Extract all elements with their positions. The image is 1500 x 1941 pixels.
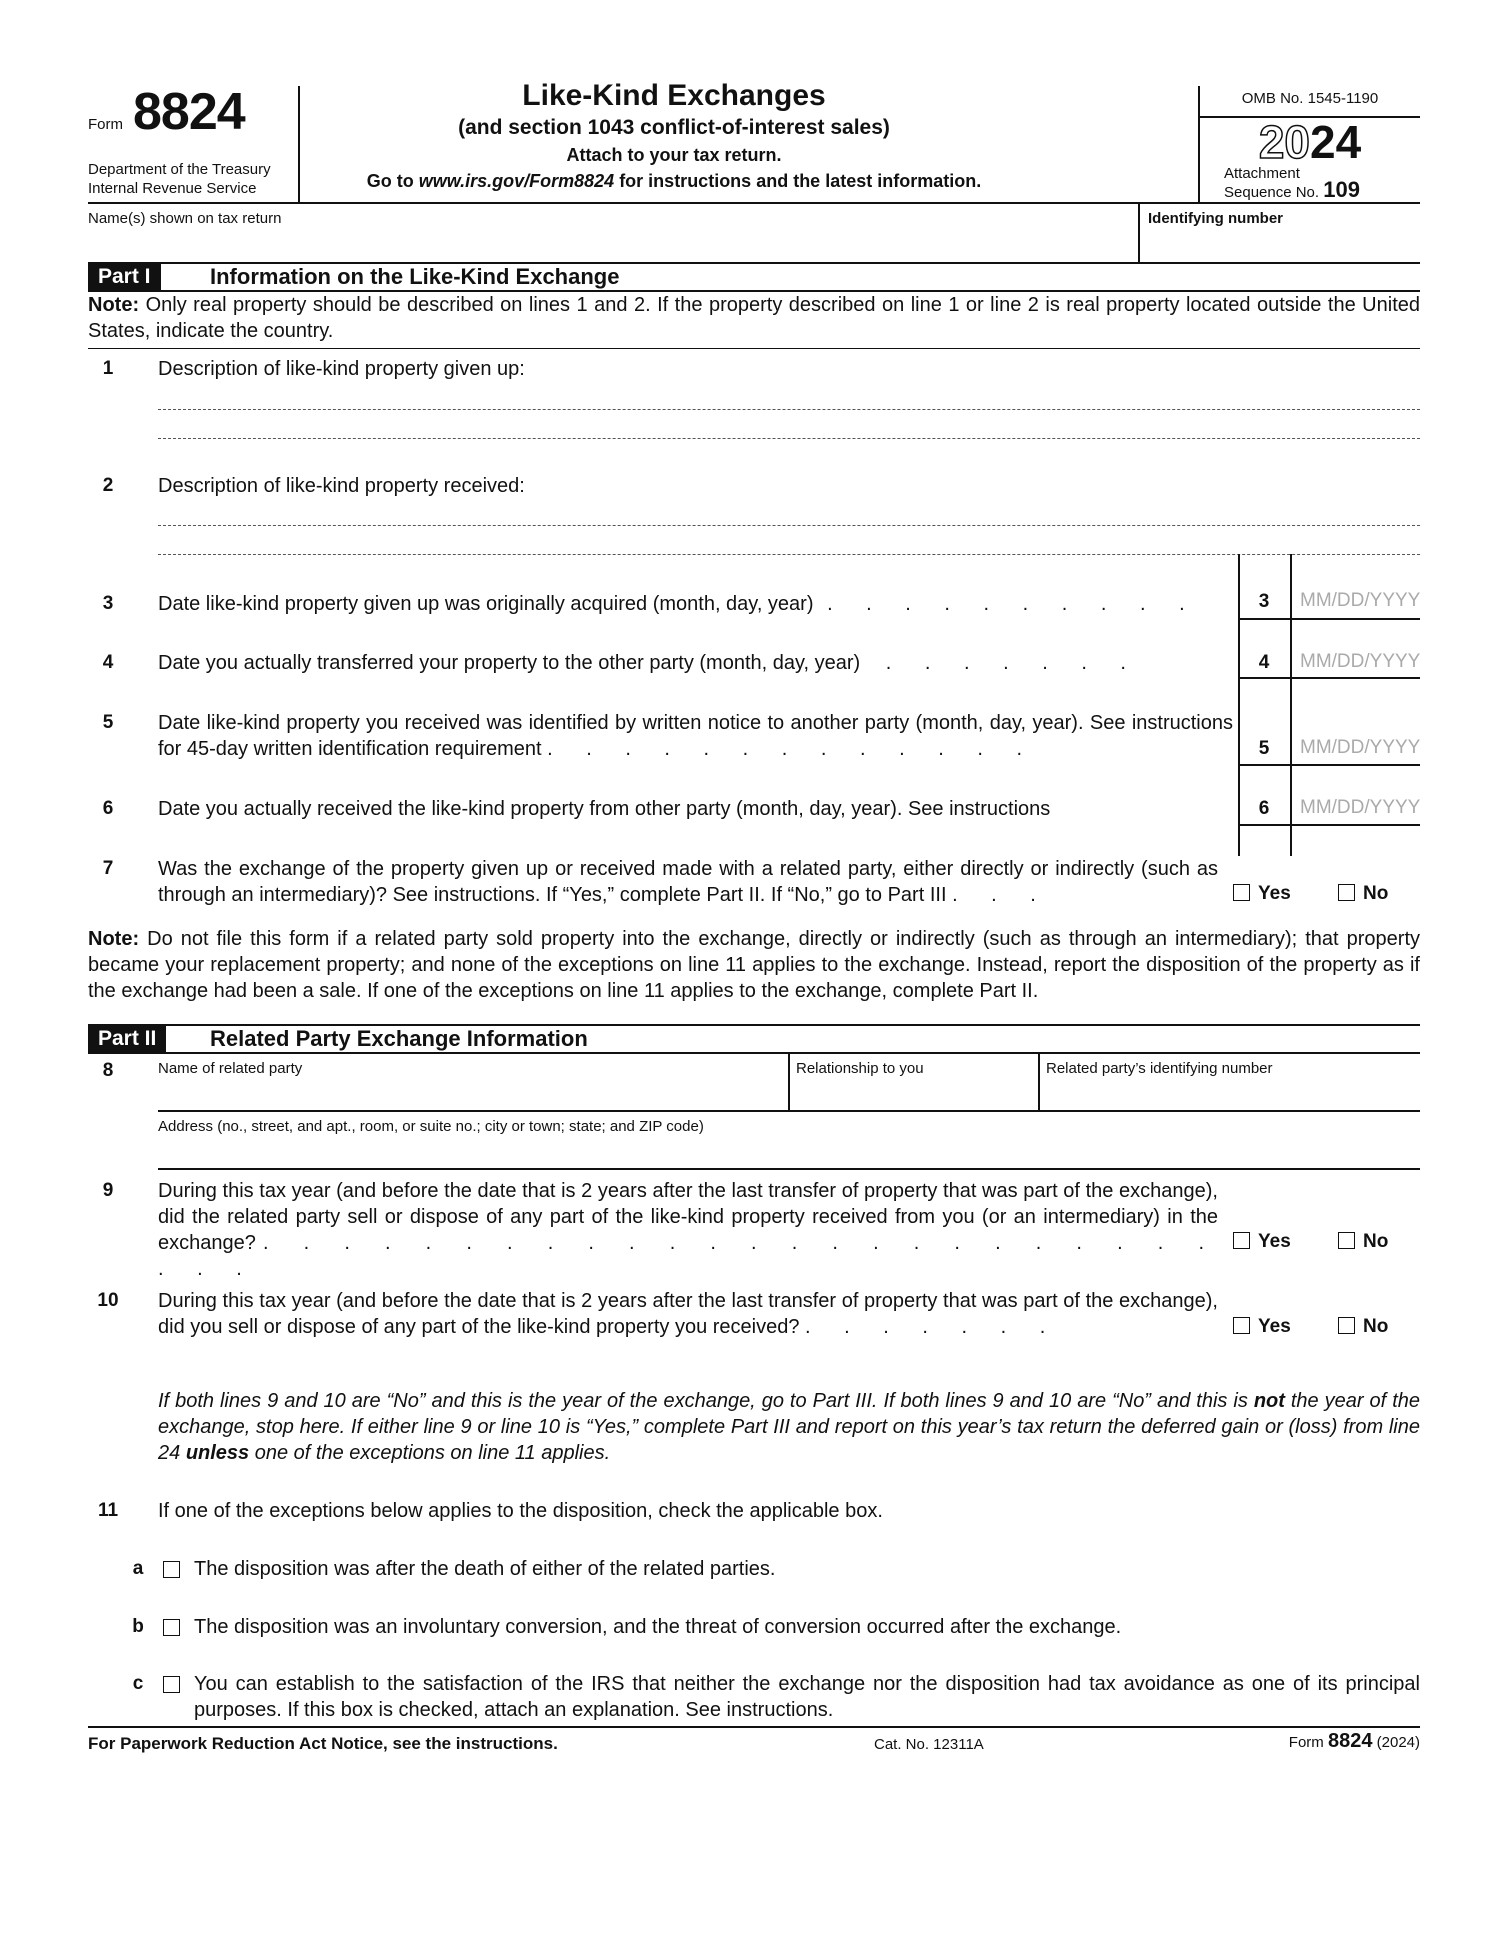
- line6-box-rule: [1238, 824, 1420, 826]
- line11c-text: You can establish to the satisfaction of the IRS that neither the exchange nor the disposition had tax avoidance as one of its principal purposes. If this box is checked, attach an explanation. See instructions.: [194, 1673, 1420, 1721]
- line4-text: [158, 650, 1233, 676]
- line6-number: 6: [102, 798, 114, 819]
- attach-instruction: Attach to your tax return.: [566, 145, 782, 165]
- line5-text: [158, 710, 1233, 762]
- related-id-label: Related party’s identifying number: [1046, 1060, 1273, 1077]
- id-divider: [1138, 204, 1140, 262]
- lines-9-10-instructions: [158, 1388, 1420, 1466]
- form-subtitle: (and section 1043 conflict-of-interest sales): [458, 116, 890, 139]
- name-label: Name(s) shown on tax return: [88, 210, 282, 227]
- goto-suffix: for instructions and the latest information.: [614, 171, 982, 191]
- omb-block: [1200, 78, 1420, 202]
- line3-text: [158, 591, 1233, 617]
- footer-form-year: (2024): [1376, 1734, 1420, 1751]
- line6-box-number: 6: [1258, 798, 1270, 819]
- instr-unless: unless: [185, 1442, 250, 1464]
- address-field[interactable]: [158, 1140, 1420, 1168]
- goto-instruction: [300, 168, 1048, 194]
- line10-label: During this tax year (and before the date that is 2 years after the last transfer of property that was part of the exchange), did you sell or dispose of any part of the like-kind property you received?: [158, 1290, 1218, 1338]
- part1-note: [88, 292, 1420, 344]
- line6-date-box: [1238, 765, 1420, 855]
- line1-entry-line-2[interactable]: [158, 438, 1420, 439]
- instr-part-3: one of the exceptions on line 11 applies.: [249, 1442, 611, 1464]
- catalog-number: Cat. No. 12311A: [874, 1736, 984, 1753]
- part1-note-label: Note:: [88, 294, 140, 316]
- line9-number: 9: [102, 1180, 114, 1201]
- line5-leader-dots: . . . . . . . . . . . . .: [547, 738, 1037, 760]
- id-label: Identifying number: [1148, 210, 1283, 227]
- line10-number: 10: [97, 1290, 119, 1311]
- relationship-field[interactable]: [796, 1082, 1035, 1110]
- paperwork-notice: For Paperwork Reduction Act Notice, see the instructions.: [88, 1734, 558, 1753]
- part2-header-rule: [88, 1052, 1420, 1054]
- form-id-block: [88, 78, 298, 202]
- related-id-field[interactable]: [1046, 1082, 1420, 1110]
- line7-text: [158, 856, 1218, 908]
- line11b-text: The disposition was an involuntary conversion, and the threat of conversion occurred after the exchange.: [194, 1616, 1122, 1638]
- line11b-checkbox[interactable]: [163, 1619, 180, 1636]
- line11a-checkbox[interactable]: [163, 1561, 180, 1578]
- irs-url-link[interactable]: www.irs.gov/Form8824: [418, 171, 615, 191]
- line9-no-option[interactable]: [1338, 1231, 1388, 1253]
- line3-leader-dots: . . . . . . . . . .: [827, 593, 1199, 615]
- omb-number: OMB No. 1545-1190: [1241, 90, 1379, 107]
- service-line: Internal Revenue Service: [88, 180, 257, 197]
- part2-tag: Part II: [88, 1026, 166, 1052]
- line5-box-number: 5: [1258, 738, 1270, 759]
- related-name-label: Name of related party: [158, 1060, 303, 1077]
- line4-date-input[interactable]: [1300, 651, 1420, 673]
- instr-not: not: [1253, 1390, 1285, 1412]
- identifying-number-field[interactable]: [1148, 232, 1420, 260]
- line10-no-checkbox[interactable]: [1338, 1317, 1355, 1334]
- line7-number: 7: [102, 858, 114, 879]
- line4-number: 4: [102, 652, 114, 673]
- line6-date-input[interactable]: [1300, 797, 1420, 819]
- footer-rule: [88, 1726, 1420, 1728]
- line3-date-box: [1238, 554, 1420, 618]
- sequence-label: Sequence No.: [1224, 184, 1320, 201]
- attachment-label: Attachment: [1224, 165, 1300, 182]
- line7-no-label: No: [1363, 883, 1389, 904]
- line5-label: Date like-kind property you received was identified by written notice to another party (month, day, year). See instructions for 45-day written identification requirement: [158, 712, 1233, 760]
- title-block: [300, 78, 1048, 194]
- line2-entry-line-2[interactable]: [158, 554, 1420, 555]
- line2-text: Description of like-kind property received:: [158, 475, 525, 497]
- line4-date-box: [1238, 619, 1420, 677]
- sequence-number: 109: [1323, 177, 1360, 202]
- line11a-letter: a: [132, 1558, 144, 1579]
- line7-yes-label: Yes: [1258, 883, 1291, 904]
- line10-no-option[interactable]: [1338, 1316, 1388, 1338]
- name-field[interactable]: [88, 232, 1132, 260]
- line9-no-checkbox[interactable]: [1338, 1232, 1355, 1249]
- line1-entry-line-1[interactable]: [158, 409, 1420, 410]
- line11-text: If one of the exceptions below applies to the disposition, check the applicable box.: [158, 1500, 883, 1522]
- related-name-field[interactable]: [158, 1082, 782, 1110]
- line7-no-checkbox[interactable]: [1338, 884, 1355, 901]
- line9-text: [158, 1178, 1218, 1282]
- line5-date-box: [1238, 678, 1420, 765]
- line10-yes-checkbox[interactable]: [1233, 1317, 1250, 1334]
- line3-label: Date like-kind property given up was originally acquired (month, day, year): [158, 593, 814, 615]
- header-bottom-rule: [88, 202, 1420, 204]
- line10-leader-dots: . . . . . . .: [805, 1316, 1060, 1338]
- form-title: Like-Kind Exchanges: [522, 79, 826, 112]
- line11c-letter: c: [132, 1673, 144, 1694]
- line9-leader-dots: . . . . . . . . . . . . . . . . . . . . . . . . . . .: [158, 1232, 1218, 1280]
- line10-no-label: No: [1363, 1316, 1389, 1337]
- footer-form-label: Form: [1288, 1734, 1324, 1751]
- tax-year-outline: 20: [1258, 116, 1310, 168]
- relationship-divider: [788, 1053, 790, 1111]
- form-label: Form: [88, 116, 123, 133]
- goto-prefix: Go to: [366, 171, 419, 191]
- part2-title: Related Party Exchange Information: [210, 1026, 588, 1051]
- line2-number: 2: [102, 475, 114, 496]
- line3-box-number: 3: [1258, 591, 1270, 612]
- part1-title: Information on the Like-Kind Exchange: [210, 264, 620, 289]
- line7-leader-dots: . . .: [952, 884, 1050, 906]
- part1-note2-label: Note:: [88, 928, 140, 950]
- department-line: Department of the Treasury: [88, 161, 271, 178]
- line1-number: 1: [102, 358, 114, 379]
- address-label: Address (no., street, and apt., room, or suite no.; city or town; state; and ZIP code): [158, 1118, 704, 1135]
- part1-note-rule: [88, 348, 1420, 349]
- line3-date-input[interactable]: [1300, 590, 1420, 612]
- sequence-row: [1224, 177, 1360, 203]
- line9-no-label: No: [1363, 1231, 1389, 1252]
- line4-box-number: 4: [1258, 652, 1270, 673]
- line1-text: Description of like-kind property given up:: [158, 358, 525, 380]
- relationship-label: Relationship to you: [796, 1060, 924, 1077]
- tax-year: [1200, 116, 1420, 168]
- part1-note2: [88, 926, 1420, 1004]
- related-id-divider: [1038, 1053, 1040, 1111]
- line9-label: During this tax year (and before the date that is 2 years after the last transfer of property that was part of the exchange), did the related party sell or dispose of any part of the like-kind property received from you (or an intermediary) in the exchange?: [158, 1180, 1218, 1254]
- part1-note-text: Only real property should be described on lines 1 and 2. If the property described on line 1 or line 2 is real property located outside the United States, indicate the country.: [88, 294, 1420, 342]
- tax-year-bold: 24: [1310, 116, 1362, 168]
- line7-label: Was the exchange of the property given up or received made with a related party, either directly or indirectly (such as through an intermediary)? See instructions. If “Yes,” complete Part II. If “No,” go to Part III: [158, 858, 1218, 906]
- line7-no-option[interactable]: [1338, 883, 1388, 905]
- instr-part-2: the year of the exchange, stop here. If either line 9 or line 10 is “Yes,” complete Part III and report on this year’s tax return the deferred gain or (loss) from line 24: [158, 1390, 1420, 1464]
- line4-leader-dots: . . . . . . .: [885, 652, 1140, 674]
- line11c-checkbox[interactable]: [163, 1676, 180, 1693]
- line11a-text: The disposition was after the death of either of the related parties.: [194, 1558, 776, 1580]
- line10-text: [158, 1288, 1218, 1340]
- line11b-letter: b: [132, 1616, 144, 1637]
- address-rule: [158, 1168, 1420, 1170]
- line4-label: Date you actually transferred your property to the other party (month, day, year): [158, 652, 861, 674]
- line11-number: 11: [97, 1500, 119, 1521]
- line2-entry-line-1[interactable]: [158, 525, 1420, 526]
- part1-tag: Part I: [88, 264, 161, 290]
- instr-part-1: If both lines 9 and 10 are “No” and this is the year of the exchange, go to Part III. If both lines 9 and 10 are “No” and this is: [158, 1390, 1254, 1412]
- line7-yes-checkbox[interactable]: [1233, 884, 1250, 901]
- line7-yes-option[interactable]: [1233, 883, 1291, 905]
- footer-form-id: [1254, 1730, 1420, 1753]
- line5-date-input[interactable]: [1300, 737, 1420, 759]
- line9-yes-option[interactable]: [1233, 1231, 1291, 1253]
- line5-number: 5: [102, 712, 114, 733]
- line6-text: Date you actually received the like-kind property from other party (month, day, year). See instructions: [158, 798, 1051, 820]
- footer-form-number: 8824: [1327, 1730, 1373, 1752]
- line3-number: 3: [102, 593, 114, 614]
- line8-row-rule: [158, 1110, 1420, 1112]
- line8-number: 8: [102, 1060, 114, 1081]
- line10-yes-option[interactable]: [1233, 1316, 1291, 1338]
- form-number: 8824: [133, 83, 245, 141]
- line9-yes-checkbox[interactable]: [1233, 1232, 1250, 1249]
- part1-note2-text: Do not file this form if a related party sold property into the exchange, directly or indirectly (such as through an intermediary); that property became your replacement property; and none of the exceptions on line 11 applies to the exchange. Instead, report the disposition of the property as if the exchange had been a sale. If one of the exceptions on line 11 applies to the exchange, complete Part II.: [88, 928, 1420, 1002]
- line9-yes-label: Yes: [1258, 1231, 1291, 1252]
- line10-yes-label: Yes: [1258, 1316, 1291, 1337]
